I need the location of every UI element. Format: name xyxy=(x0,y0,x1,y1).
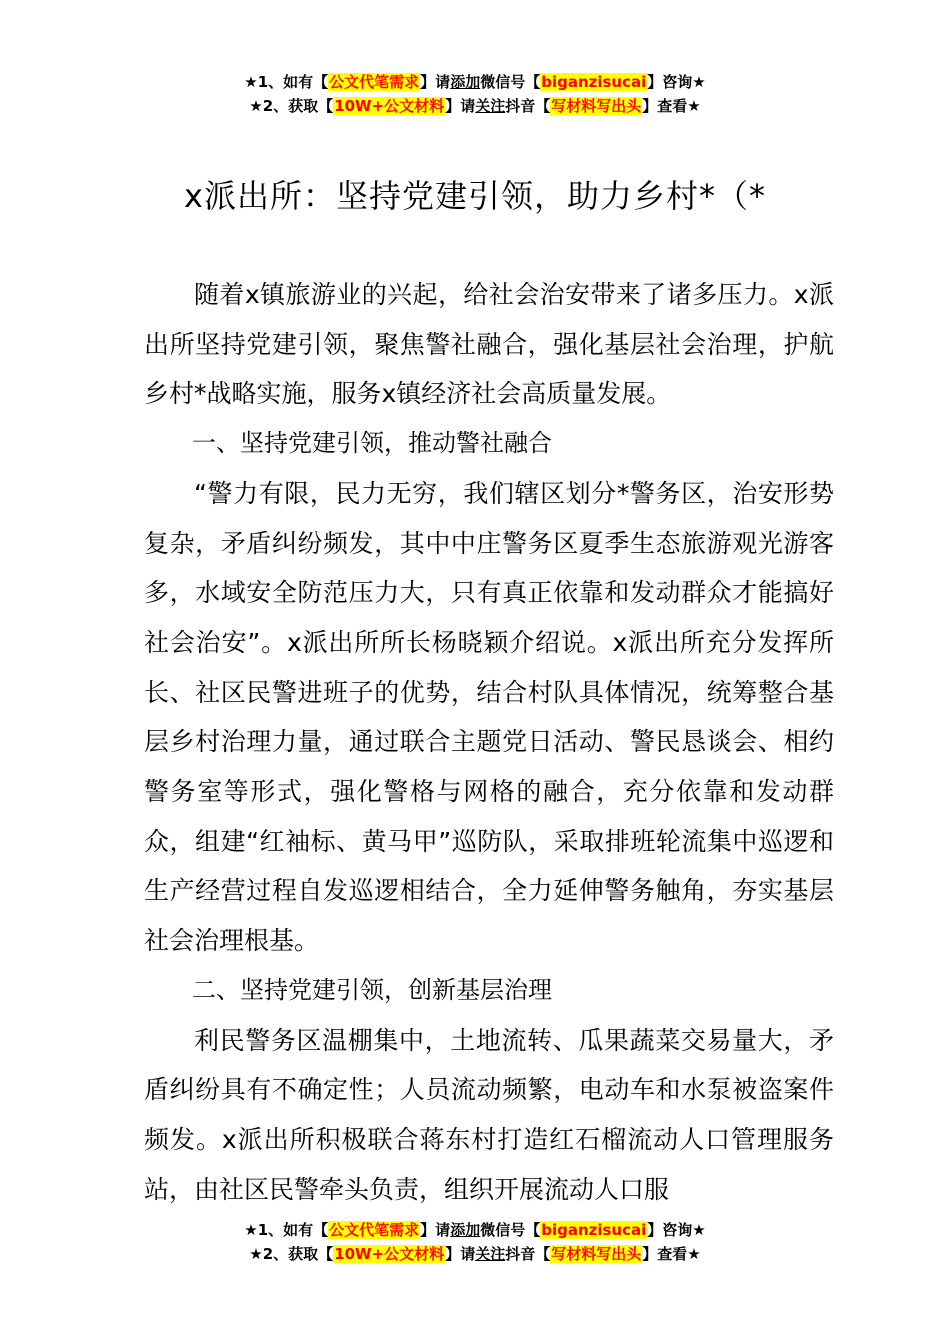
section-heading: 一、坚持党建引领，推动警社融合 xyxy=(192,429,552,458)
douyin-account: 写材料写出头 xyxy=(551,1245,642,1263)
promo-line-1: ★1、如有【公文代笔需求】请添加微信号【biganzisucai】咨询★ xyxy=(244,73,706,91)
underlined-text: 关注 xyxy=(475,1245,506,1263)
underlined-text: 关注 xyxy=(475,97,506,115)
highlight-text: 公文代笔需求 xyxy=(329,73,420,91)
document-title: x派出所：坚持党建引领，助力乡村*（* xyxy=(184,177,766,215)
highlight-text: 10W+公文材料 xyxy=(334,97,445,115)
paragraph: 利民警务区温棚集中，土地流转、瓜果蔬菜交易量大，矛盾纠纷具有不确定性；人员流动频繁，电动车和水泵被盗案件频发。x派出所积极联合蒋东村打造红石榴流动人口管理服务站，由社区民警牵头负责，组织开展流动人口服 xyxy=(144,1025,834,1204)
promo-line-1: ★1、如有【公文代笔需求】请添加微信号【biganzisucai】咨询★ xyxy=(244,1221,706,1239)
highlight-text: 10W+公文材料 xyxy=(334,1245,445,1263)
wechat-id: biganzisucai xyxy=(541,1221,647,1239)
wechat-id: biganzisucai xyxy=(541,73,647,91)
douyin-account: 写材料写出头 xyxy=(551,97,642,115)
promo-line-2: ★2、获取【10W+公文材料】请关注抖音【写材料写出头】查看★ xyxy=(249,1245,701,1263)
paragraph: 随着x镇旅游业的兴起，给社会治安带来了诸多压力。x派出所坚持党建引领，聚焦警社融合，强化基层社会治理，护航乡村*战略实施，服务x镇经济社会高质量发展。 xyxy=(144,280,834,409)
document-body xyxy=(144,270,834,1214)
section-heading: 二、坚持党建引领，创新基层治理 xyxy=(192,975,552,1004)
underlined-text: 添加 xyxy=(450,1221,481,1239)
promo-line-2: ★2、获取【10W+公文材料】请关注抖音【写材料写出头】查看★ xyxy=(249,97,701,115)
promo-banner-bottom xyxy=(0,1218,950,1266)
highlight-text: 公文代笔需求 xyxy=(329,1221,420,1239)
underlined-text: 添加 xyxy=(450,73,481,91)
promo-banner-top xyxy=(0,70,950,118)
paragraph: “警力有限，民力无穷，我们辖区划分*警务区，治安形势复杂，矛盾纠纷频发，其中中庄警务区夏季生态旅游观光游客多，水域安全防范压力大，只有真正依靠和发动群众才能搞好社会治安”。x派出所所长杨晓颖介绍说。x派出所充分发挥所长、社区民警进班子的优势，结合村队具体情况，统筹整合基层乡村治理力量，通过联合主题党日活动、警民恳谈会、相约警务室等形式，强化警格与网格的融合，充分依靠和发动群众，组建“红袖标、黄马甲”巡防队，采取排班轮流集中巡逻和生产经营过程自发巡逻相结合，全力延伸警务触角，夯实基层社会治理根基。 xyxy=(144,478,834,956)
